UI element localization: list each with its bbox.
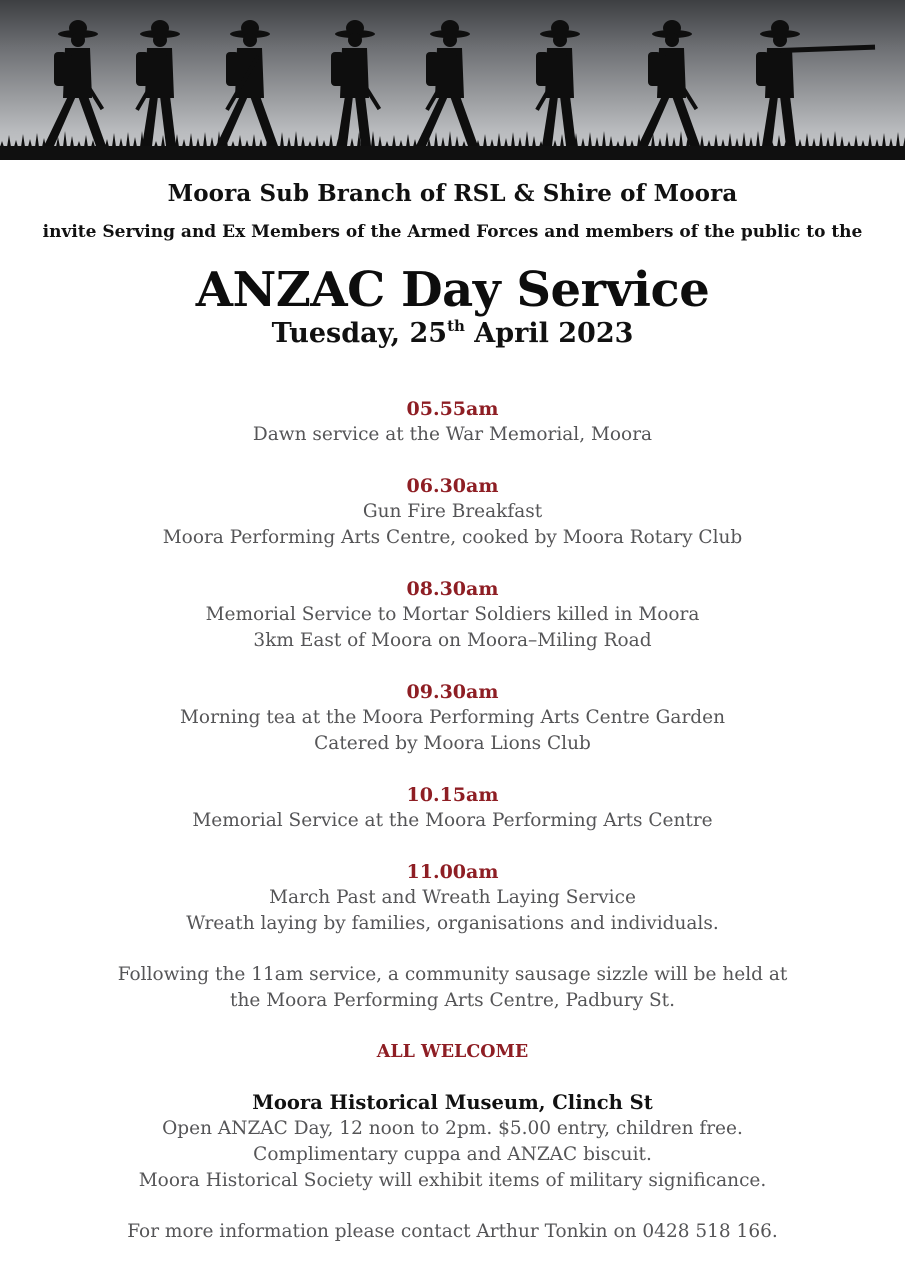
event-description: Memorial Service at the Moora Performing Arts Centre <box>192 810 713 831</box>
event-time: 10.15am <box>406 784 499 806</box>
museum-heading: Moora Historical Museum, Clinch St <box>252 1091 653 1114</box>
event-time: 06.30am <box>406 475 499 497</box>
event-description: Gun Fire Breakfast <box>362 501 543 522</box>
organisers-heading: Moora Sub Branch of RSL & Shire of Moora <box>167 180 738 207</box>
event-description: Morning tea at the Moora Performing Arts Centre Garden <box>179 707 725 728</box>
sizzle-text: the Moora Performing Arts Centre, Padbury St. <box>230 990 675 1011</box>
event-description: Catered by Moora Lions Club <box>314 733 591 754</box>
all-welcome-text: ALL WELCOME <box>376 1042 529 1062</box>
event-time: 08.30am <box>406 578 499 600</box>
soldiers-silhouette-image <box>0 0 905 160</box>
contact-section <box>0 1219 905 1245</box>
welcome-notice <box>0 1039 905 1065</box>
event-description: Wreath laying by families, organisations and individuals. <box>186 913 719 934</box>
event-description: Memorial Service to Mortar Soldiers killed in Moora <box>205 604 700 625</box>
schedule-item <box>0 396 905 448</box>
event-time: 09.30am <box>406 681 499 703</box>
invitation-text: invite Serving and Ex Members of the Armed Forces and members of the public to the <box>42 222 863 242</box>
event-description: 3km East of Moora on Moora–Miling Road <box>253 630 652 651</box>
museum-detail: Complimentary cuppa and ANZAC biscuit. <box>253 1144 652 1165</box>
museum-detail: Open ANZAC Day, 12 noon to 2pm. $5.00 entry, children free. <box>162 1118 743 1139</box>
event-time: 11.00am <box>406 861 499 883</box>
sausage-sizzle-notice <box>0 962 905 1014</box>
contact-info: For more information please contact Arthur Tonkin on 0428 518 166. <box>127 1221 778 1242</box>
header-banner <box>0 0 905 160</box>
event-description: Moora Performing Arts Centre, cooked by Moora Rotary Club <box>162 527 743 548</box>
museum-detail: Moora Historical Society will exhibit items of military significance. <box>138 1170 767 1191</box>
sizzle-text: Following the 11am service, a community sausage sizzle will be held at <box>117 964 788 985</box>
schedule-item <box>0 576 905 654</box>
schedule-item <box>0 859 905 937</box>
page-title: ANZAC Day Service <box>195 262 710 318</box>
schedule <box>0 396 905 1270</box>
schedule-item <box>0 473 905 551</box>
schedule-item <box>0 679 905 757</box>
event-time: 05.55am <box>406 398 499 420</box>
event-description: March Past and Wreath Laying Service <box>269 887 636 908</box>
event-date: Tuesday, 25th April 2023 <box>271 317 634 349</box>
schedule-item <box>0 782 905 834</box>
museum-section <box>0 1090 905 1194</box>
event-description: Dawn service at the War Memorial, Moora <box>252 424 653 445</box>
